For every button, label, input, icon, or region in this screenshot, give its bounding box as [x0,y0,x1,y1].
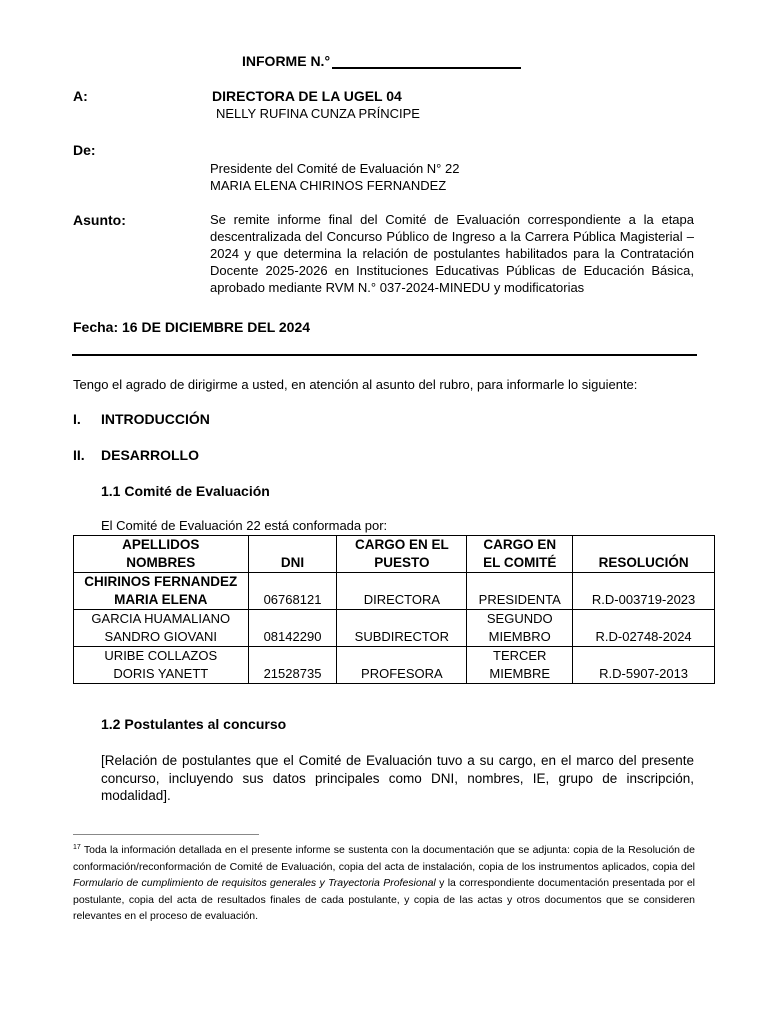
cell-puesto: PROFESORA [337,647,467,684]
table-row [74,573,715,610]
to-recipient-title: DIRECTORA DE LA UGEL 04 [212,88,402,104]
cell-name: GARCIA HUAMALIANO SANDRO GIOVANI [74,610,249,647]
intro-paragraph: Tengo el agrado de dirigirme a usted, en atención al asunto del rubro, para informarle lo siguiente: [73,377,638,392]
cell-cargo-comite: SEGUNDO MIEMBRO [467,610,573,647]
table-row [74,610,715,647]
to-recipient-name: NELLY RUFINA CUNZA PRÍNCIPE [216,106,420,121]
cell-resolucion: R.D-02748-2024 [573,610,715,647]
header-resolucion: RESOLUCIÓN [573,536,715,573]
to-label: A: [73,88,88,104]
header-cargo-puesto: CARGO EN EL PUESTO [337,536,467,573]
subject-label: Asunto: [73,212,126,228]
table-header-row [74,536,715,573]
cell-puesto: DIRECTORA [337,573,467,610]
cell-dni: 06768121 [248,573,337,610]
header-dni: DNI [248,536,337,573]
committee-table [73,535,715,684]
report-number-blank [332,55,521,69]
footnote [73,840,695,925]
subsection-1-2-text: [Relación de postulantes que el Comité de Evaluación tuvo a su cargo, en el marco del presente concurso, incluyendo sus datos principales como DNI, nombres, IE, grupo de inscripción, modalidad]. [101,753,694,803]
table-row [74,647,715,684]
from-label: De: [73,142,96,158]
cell-puesto: SUBDIRECTOR [337,610,467,647]
header-apellidos-nombres: APELLIDOS NOMBRES [74,536,249,573]
cell-name: CHIRINOS FERNANDEZ MARIA ELENA [74,573,249,610]
section-1-number: I. [73,411,81,427]
from-sender-name: MARIA ELENA CHIRINOS FERNANDEZ [210,178,447,193]
footnote-text-2: y la correspondiente documentación presentada por el postulante, copia del acta de resultados finales de cada postulante, y copia de las actas y otros documentos que se consideren relevantes en el proceso de evaluación. [73,877,695,922]
subsection-1-2-title: 1.2 Postulantes al concurso [101,716,287,732]
section-1-title: INTRODUCCIÓN [101,411,210,427]
cell-name: URIBE COLLAZOS DORIS YANETT [74,647,249,684]
cell-dni: 21528735 [248,647,337,684]
header-divider [72,354,697,356]
footnote-number: 17 [73,844,81,851]
section-2-title: DESARROLLO [101,447,199,463]
section-2-number: II. [73,447,85,463]
footnote-text-italic: Formulario de cumplimiento de requisitos generales y Trayectoria Profesional [73,877,436,889]
header-cargo-comite: CARGO EN EL COMITÉ [467,536,573,573]
subsection-1-1-title: 1.1 Comité de Evaluación [101,483,270,499]
footnote-text-1: Toda la información detallada en el presente informe se sustenta con la documentación que se adjunta: copia de la Resolución de conformación/reconformación de Comité de Evaluación, copia del acta de instalación, copia de los instrumentos aplicados, copia del [73,844,695,873]
subsection-1-1-text: El Comité de Evaluación 22 está conformada por: [101,518,388,533]
cell-resolucion: R.D-003719-2023 [573,573,715,610]
from-sender-title: Presidente del Comité de Evaluación N° 22 [210,161,460,176]
footnote-separator [73,834,259,835]
cell-dni: 08142290 [248,610,337,647]
report-title [242,52,521,70]
cell-cargo-comite: PRESIDENTA [467,573,573,610]
cell-cargo-comite: TERCER MIEMBRE [467,647,573,684]
report-title-text: INFORME N.° [242,53,331,69]
subject-text: Se remite informe final del Comité de Evaluación correspondiente a la etapa descentralizada del Concurso Público de Ingreso a la Carrera Pública Magisterial – 2024 y que determina la relación de postulantes habilitados para la Contratación Docente 2025-2026 en Instituciones Educativas Públicas de Educación Básica, aprobado mediante RVM N.° 037-2024-MINEDU y modificatorias [210,212,694,295]
cell-resolucion: R.D-5907-2013 [573,647,715,684]
report-date: Fecha: 16 DE DICIEMBRE DEL 2024 [73,319,311,335]
